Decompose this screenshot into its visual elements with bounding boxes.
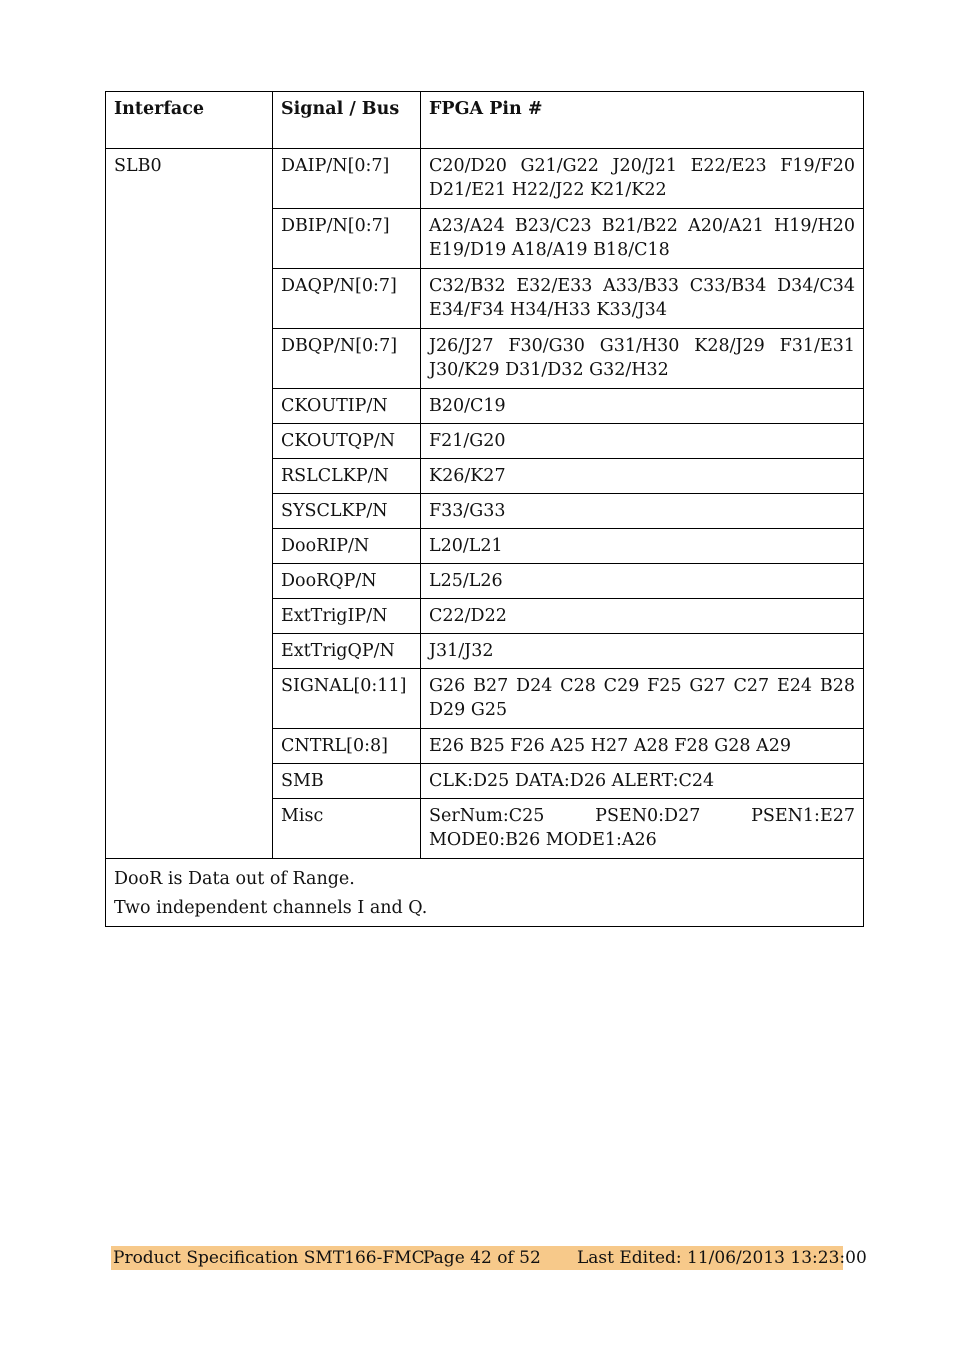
signal-cell: CNTRL[0:8] <box>273 729 421 764</box>
pins-cell: CLK:D25 DATA:D26 ALERT:C24 <box>421 764 864 799</box>
signal-cell: DAQP/N[0:7] <box>273 269 421 329</box>
note-line: DooR is Data out of Range. <box>114 869 355 889</box>
pins-cell: A23/A24 B23/C23 B21/B22 A20/A21 H19/H20 E19/D19 A18/A19 B18/C18 <box>421 209 864 269</box>
pin-table <box>105 91 864 927</box>
header-fpga-pin: FPGA Pin # <box>421 92 864 149</box>
signal-cell: SIGNAL[0:11] <box>273 669 421 729</box>
pins-cell: E26 B25 F26 A25 H27 A28 F28 G28 A29 <box>421 729 864 764</box>
signal-cell: ExtTrigIP/N <box>273 599 421 634</box>
pins-cell: F33/G33 <box>421 494 864 529</box>
page-footer <box>111 1246 867 1270</box>
pins-cell: C20/D20 G21/G22 J20/J21 E22/E23 F19/F20 D21/E21 H22/J22 K21/K22 <box>421 149 864 209</box>
pins-cell: L20/L21 <box>421 529 864 564</box>
signal-cell: CKOUTQP/N <box>273 424 421 459</box>
signal-cell: DooRQP/N <box>273 564 421 599</box>
pins-cell: SerNum:C25 PSEN0:D27 PSEN1:E27 MODE0:B26 MODE1:A26 <box>421 799 864 859</box>
footer-page-number: Page 42 of 52 <box>423 1248 541 1268</box>
pins-cell: J31/J32 <box>421 634 864 669</box>
table-header-row <box>106 92 864 149</box>
signal-cell: DAIP/N[0:7] <box>273 149 421 209</box>
interface-cell: SLB0 <box>106 149 273 859</box>
footer-last-edited: Last Edited: 11/06/2013 13:23:00 <box>577 1248 867 1268</box>
signal-cell: DooRIP/N <box>273 529 421 564</box>
notes-row <box>106 859 864 927</box>
pins-cell: B20/C19 <box>421 389 864 424</box>
notes-cell <box>106 859 864 927</box>
signal-cell: SMB <box>273 764 421 799</box>
pins-cell: G26 B27 D24 C28 C29 F25 G27 C27 E24 B28 D29 G25 <box>421 669 864 729</box>
pins-cell: L25/L26 <box>421 564 864 599</box>
pins-cell: F21/G20 <box>421 424 864 459</box>
table-row <box>106 149 864 209</box>
pins-cell: C22/D22 <box>421 599 864 634</box>
signal-cell: DBQP/N[0:7] <box>273 329 421 389</box>
signal-cell: SYSCLKP/N <box>273 494 421 529</box>
signal-cell: ExtTrigQP/N <box>273 634 421 669</box>
header-signal-bus: Signal / Bus <box>273 92 421 149</box>
pins-cell: C32/B32 E32/E33 A33/B33 C33/B34 D34/C34 E34/F34 H34/H33 K33/J34 <box>421 269 864 329</box>
header-interface: Interface <box>106 92 273 149</box>
footer-title: Product Specification SMT166-FMC <box>113 1248 425 1268</box>
pins-cell: K26/K27 <box>421 459 864 494</box>
signal-cell: Misc <box>273 799 421 859</box>
signal-cell: CKOUTIP/N <box>273 389 421 424</box>
pins-cell: J26/J27 F30/G30 G31/H30 K28/J29 F31/E31 J30/K29 D31/D32 G32/H32 <box>421 329 864 389</box>
note-line: Two independent channels I and Q. <box>114 898 428 918</box>
signal-cell: RSLCLKP/N <box>273 459 421 494</box>
signal-cell: DBIP/N[0:7] <box>273 209 421 269</box>
